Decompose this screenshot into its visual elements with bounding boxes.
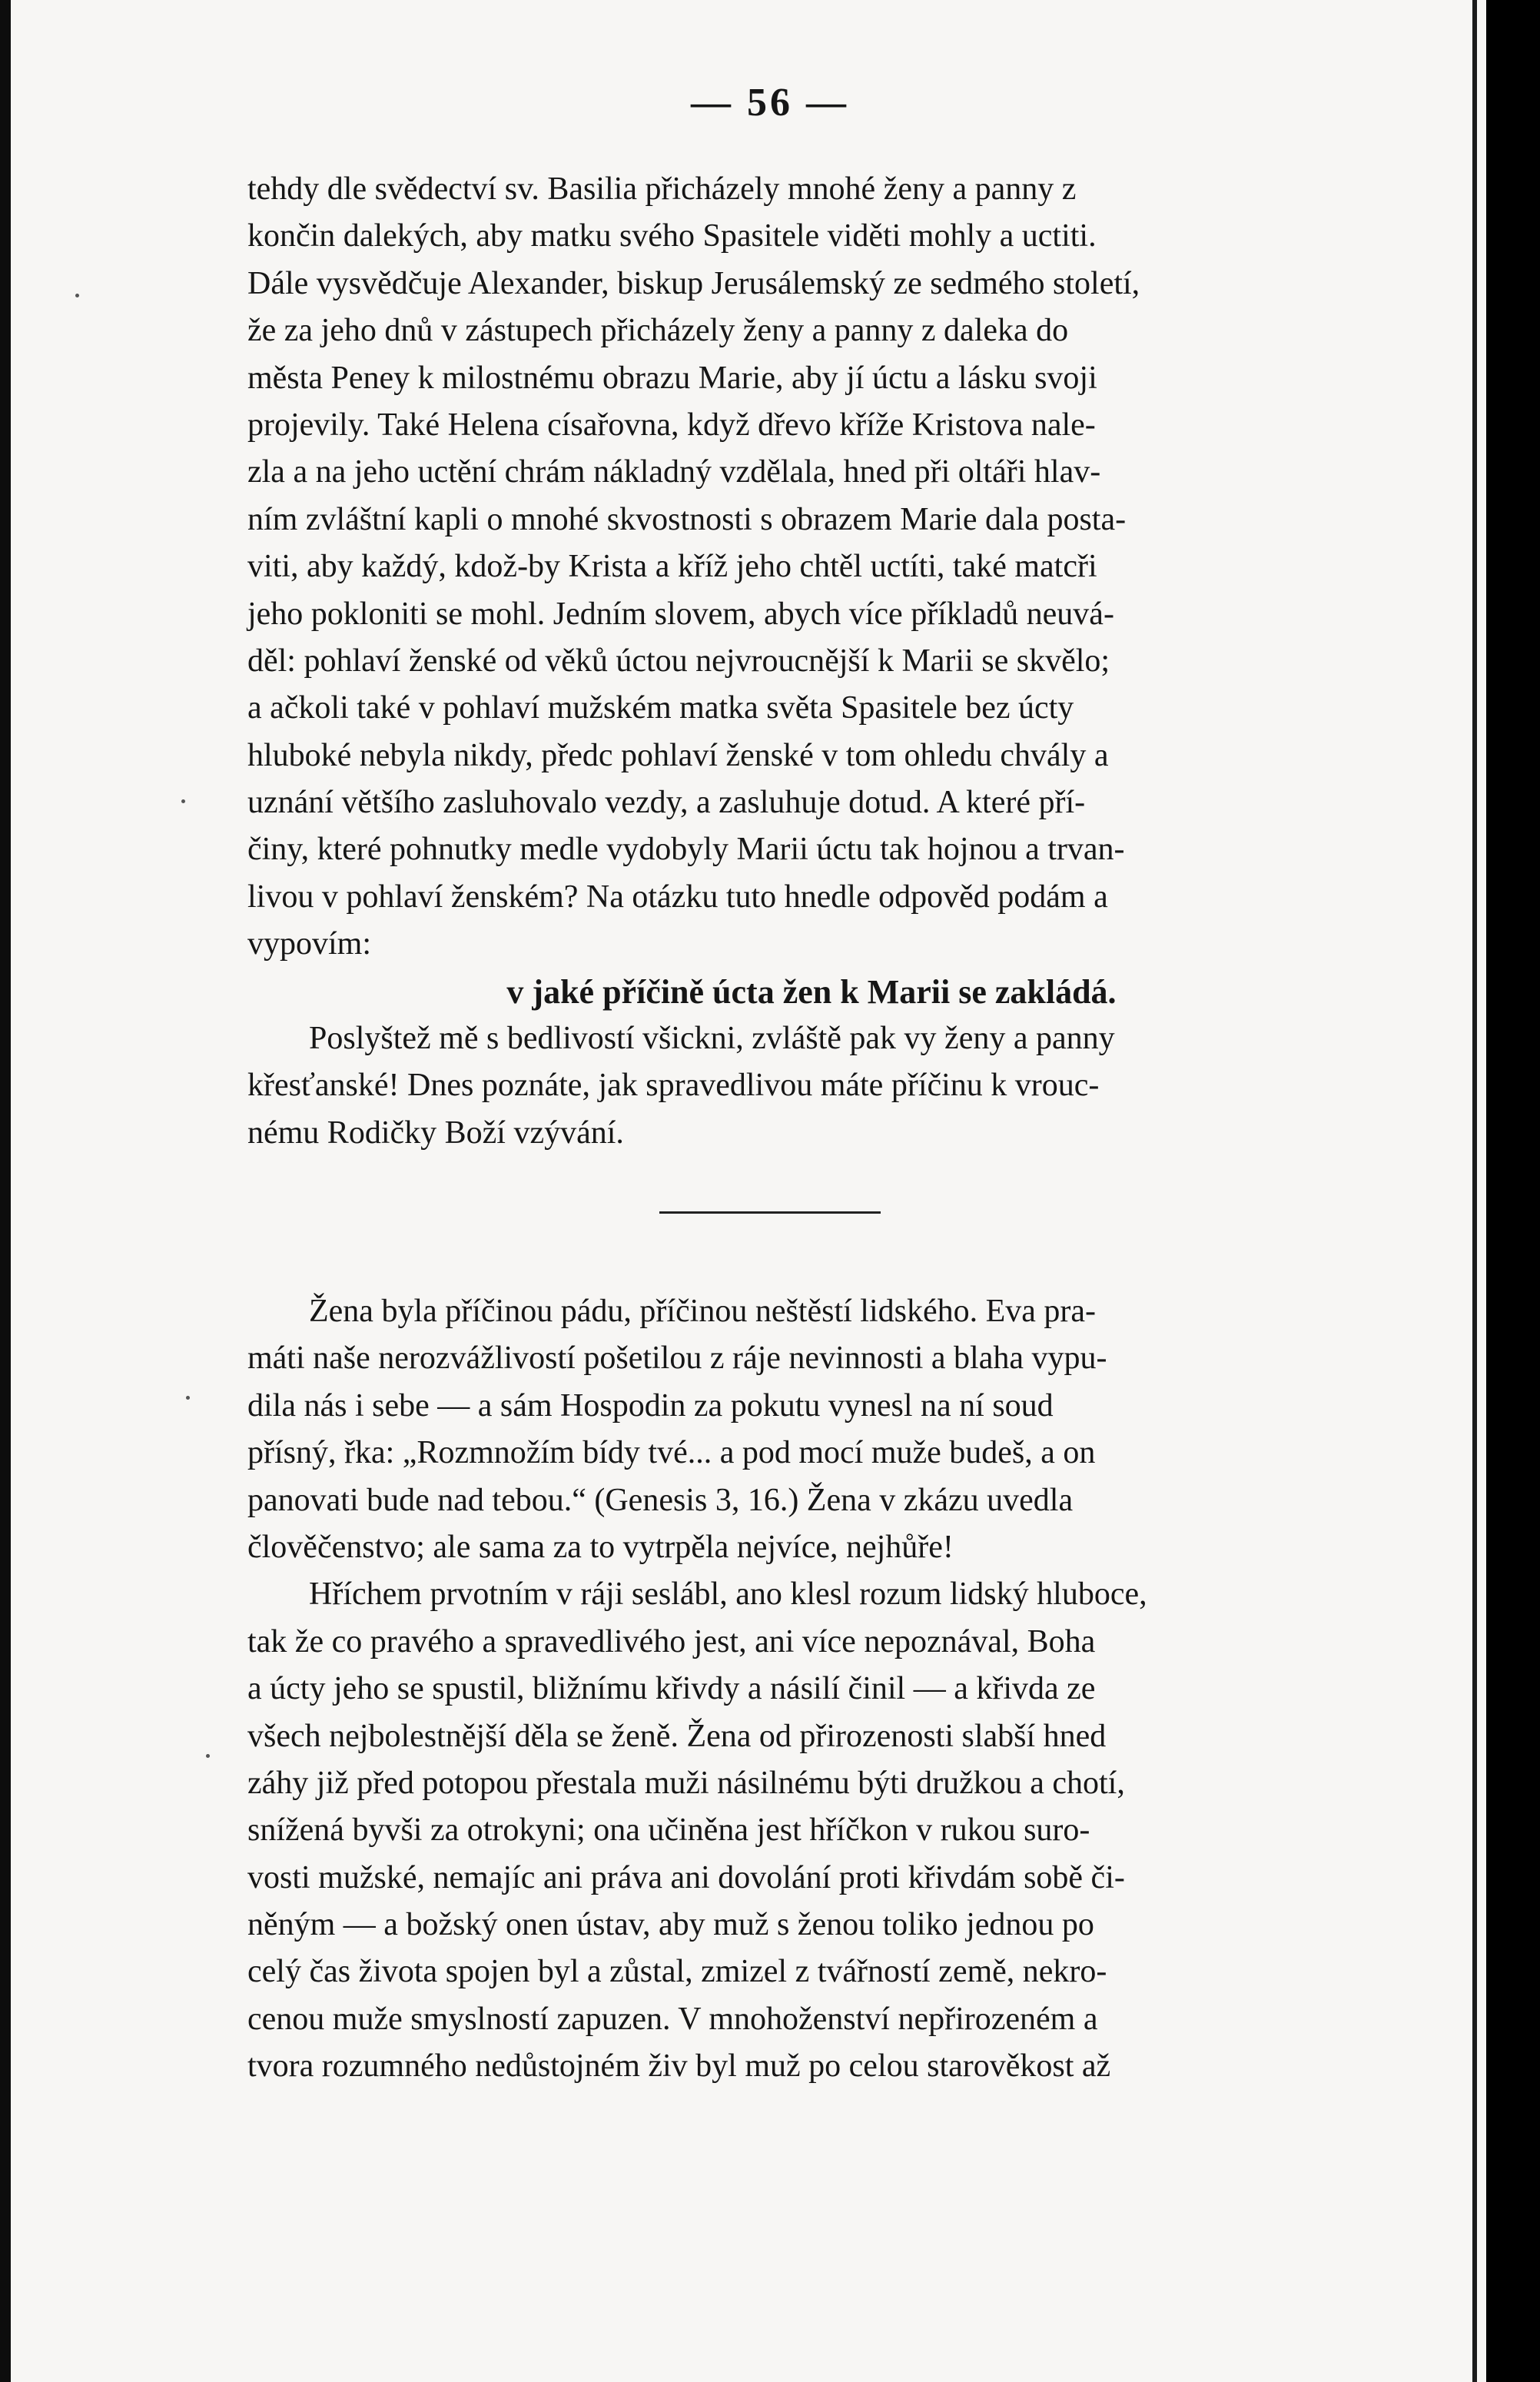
- text-block-bottom: [247, 1288, 1376, 2091]
- text-line: města Peney k milostnému obrazu Marie, aby jí úctu a lásku svoji: [247, 360, 1097, 396]
- text-line: a ačkoli také v pohlaví mužském matka světa Spasitele bez úcty: [247, 690, 1074, 726]
- text-line: nému Rodičky Boží vzývání.: [247, 1115, 624, 1151]
- text-line: zla a na jeho uctění chrám nákladný vzdělala, hned při oltáři hlav-: [247, 454, 1101, 490]
- scan-speck: [186, 1396, 190, 1400]
- page-edge-shadow: [1472, 0, 1477, 2382]
- text-line: děl: pohlaví ženské od věků úctou nejvroucnější k Marii se skvělo;: [247, 643, 1110, 679]
- text-line: že za jeho dnů v zástupech přicházely ženy a panny z daleka do: [247, 313, 1069, 349]
- text-line: člověčenstvo; ale sama za to vytrpěla nejvíce, nejhůře!: [247, 1529, 954, 1565]
- text-line: snížená byvši za otrokyni; ona učiněna jest hříčkon v rukou suro-: [247, 1812, 1090, 1849]
- text-line: končin dalekých, aby matku svého Spasitele viděti mohly a uctiti.: [247, 218, 1097, 254]
- text-line: všech nejbolestnější děla se ženě. Žena od přirozenosti slabší hned: [247, 1718, 1107, 1754]
- text-line: celý čas života spojen byl a zůstal, zmizel z tvářností země, nekro-: [247, 1954, 1107, 1990]
- text-line: Dále vysvědčuje Alexander, biskup Jerusálemský ze sedmého století,: [247, 265, 1140, 301]
- scan-speck: [75, 294, 79, 297]
- text-line: uznání většího zasluhovalo vezdy, a zasluhuje dotud. A které pří-: [247, 785, 1086, 821]
- text-line: vypovím:: [247, 926, 372, 962]
- text-line: viti, aby každý, kdož-by Krista a kříž jeho chtěl uctíti, také matcři: [247, 549, 1097, 585]
- page-number: — 56 —: [691, 81, 849, 125]
- text-line: Hříchem prvotním v ráji seslábl, ano klesl rozum lidský hluboce,: [309, 1576, 1147, 1613]
- text-line: panovati bude nad tebou.“ (Genesis 3, 16.) Žena v zkázu uvedla: [247, 1482, 1074, 1518]
- section-heading: v jaké příčině úcta žen k Marii se zakládá.: [506, 972, 1117, 1011]
- text-line: máti naše nerozvážlivostí pošetilou z ráje nevinnosti a blaha vypu-: [247, 1340, 1107, 1377]
- text-line: jeho pokloniti se mohl. Jedním slovem, abych více příkladů neuvá-: [247, 596, 1114, 632]
- text-line: něným — a božský onen ústav, aby muž s ženou toliko jednou po: [247, 1907, 1094, 1943]
- text-line: a úcty jeho se spustil, bližnímu křivdy a násilí činil — a křivda ze: [247, 1671, 1096, 1707]
- text-line: vosti mužské, nemajíc ani práva ani dovolání proti křivdám sobě či-: [247, 1859, 1125, 1895]
- text-line: Žena byla příčinou pádu, příčinou neštěstí lidského. Eva pra-: [309, 1294, 1097, 1329]
- text-line: dila nás i sebe — a sám Hospodin za pokutu vynesl na ní soud: [247, 1387, 1054, 1424]
- text-line: livou v pohlaví ženském? Na otázku tuto hnedle odpověd podám a: [247, 879, 1108, 915]
- text-line: tehdy dle svědectví sv. Basilia přicházely mnohé ženy a panny z: [247, 171, 1077, 207]
- text-line: hluboké nebyla nikdy, předc pohlaví ženské v tom ohledu chvály a: [247, 737, 1109, 773]
- text-line: ním zvláštní kapli o mnohé skvostnosti s obrazem Marie dala posta-: [247, 501, 1127, 537]
- text-line: přísný, řka: „Rozmnožím bídy tvé... a pod mocí muže budeš, a on: [247, 1435, 1096, 1471]
- text-line: tak že co pravého a spravedlivého jest, ani více nepoznával, Boha: [247, 1623, 1096, 1659]
- text-line: projevily. Také Helena císařovna, když dřevo kříže Kristova nale-: [247, 407, 1096, 443]
- scan-border: [1486, 0, 1540, 2382]
- scan-speck: [206, 1754, 210, 1758]
- section-divider: [659, 1211, 881, 1214]
- text-line: tvora rozumného nedůstojném živ byl muž po celou starověkost až: [247, 2048, 1111, 2085]
- text-line: záhy již před potopou přestala muži násilnému býti družkou a chotí,: [247, 1765, 1125, 1801]
- text-line: činy, které pohnutky medle vydobyly Marii úctu tak hojnou a trvan-: [247, 832, 1125, 868]
- text-block-top: [247, 166, 1376, 1157]
- text-line: cenou muže smyslností zapuzen. V mnohoženství nepřirozeném a: [247, 2001, 1098, 2037]
- text-line: Poslyštež mě s bedlivostí všickni, zvláště pak vy ženy a panny: [309, 1021, 1115, 1057]
- scan-speck: [181, 799, 185, 803]
- text-line: křesťanské! Dnes poznáte, jak spravedlivou máte příčinu k vrouc-: [247, 1068, 1100, 1104]
